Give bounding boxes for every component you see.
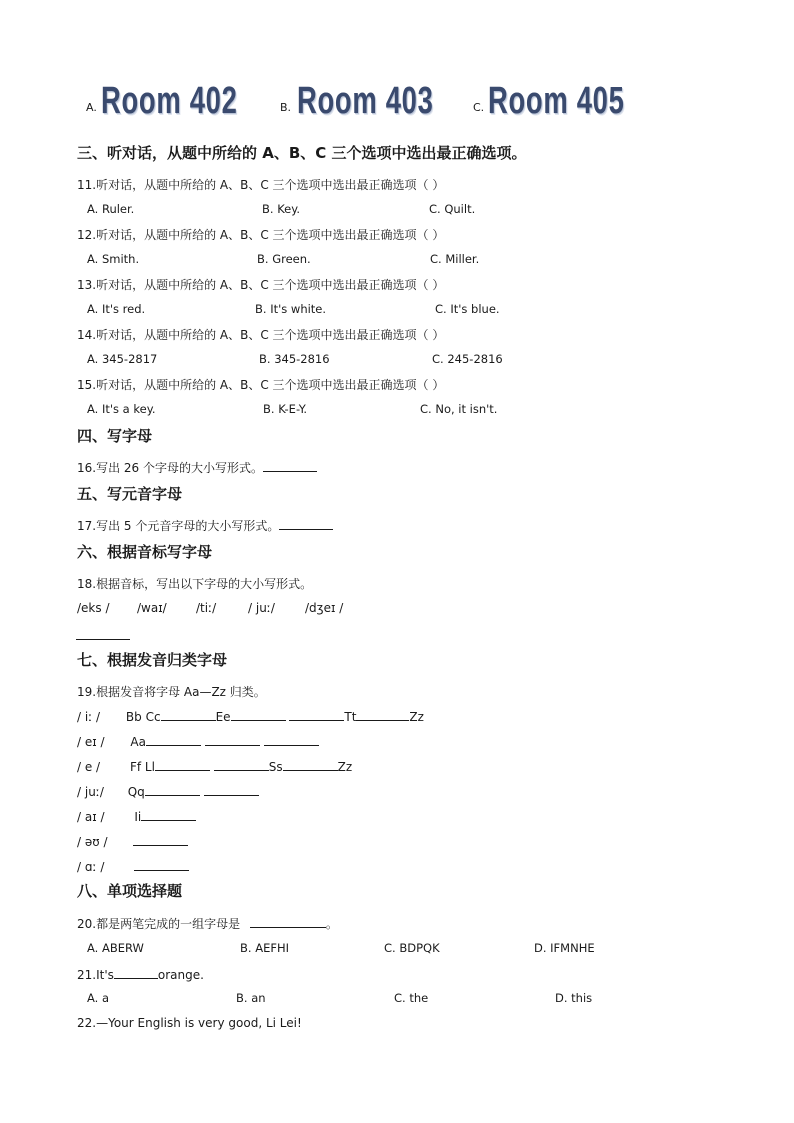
q11-option-b[interactable]: B. Key. bbox=[262, 202, 301, 216]
q21-option-d[interactable]: D. this bbox=[555, 991, 593, 1005]
q18-stem: 18.根据音标，写出以下字母的大小写形式。 bbox=[77, 577, 313, 591]
q20-option-d[interactable]: D. IFMNHE bbox=[534, 941, 595, 955]
q22-stem: 22.—Your English is very good, Li Lei! bbox=[77, 1016, 302, 1030]
q12-option-b[interactable]: B. Green. bbox=[257, 252, 311, 266]
q16-answer-blank[interactable] bbox=[263, 459, 317, 472]
q15-stem: 15.听对话，从题中所给的 A、B、C 三个选项中选出最正确选项（ ） bbox=[77, 378, 445, 392]
q15-option-c[interactable]: C. No, it isn't. bbox=[420, 402, 498, 416]
q19-row-ei-blank-3[interactable] bbox=[264, 733, 319, 746]
q19-row-e-blank-3[interactable] bbox=[283, 758, 338, 771]
section-4-title: 四、写字母 bbox=[77, 427, 153, 445]
q21-option-a[interactable]: A. a bbox=[87, 991, 110, 1005]
q19-row-ai bbox=[77, 808, 196, 824]
q12-stem: 12.听对话，从题中所给的 A、B、C 三个选项中选出最正确选项（ ） bbox=[77, 228, 445, 242]
q19-row-ee-letters-2: Ee bbox=[215, 710, 231, 724]
q19-row-ee-blank-3[interactable] bbox=[289, 708, 344, 721]
q18-phonetic-4: / juː/ bbox=[248, 601, 275, 615]
q19-row-ai-blank-1[interactable] bbox=[141, 808, 196, 821]
q18-phonetic-3: /tiː/ bbox=[196, 601, 217, 615]
q19-row-e-phonetic: / e / bbox=[77, 760, 101, 774]
q18-phonetic-2: /waɪ/ bbox=[137, 601, 167, 615]
q19-row-ei bbox=[77, 733, 319, 749]
section-5-title: 五、写元音字母 bbox=[77, 485, 183, 503]
q19-row-ee-letters-1: Bb Cc bbox=[125, 710, 161, 724]
option-c-label: C. bbox=[473, 101, 485, 114]
q19-row-ai-phonetic: / aɪ / bbox=[77, 810, 105, 824]
q17-answer-blank[interactable] bbox=[279, 517, 333, 530]
q20-option-b[interactable]: B. AEFHI bbox=[240, 941, 289, 955]
q14-stem: 14.听对话，从题中所给的 A、B、C 三个选项中选出最正确选项（ ） bbox=[77, 328, 445, 342]
q19-row-ee-phonetic: / iː / bbox=[77, 710, 101, 724]
q21-option-c[interactable]: C. the bbox=[394, 991, 429, 1005]
q12-option-c[interactable]: C. Miller. bbox=[430, 252, 480, 266]
q19-row-ei-blank-2[interactable] bbox=[205, 733, 260, 746]
q21-stem bbox=[77, 966, 204, 982]
section-7-title: 七、根据发音归类字母 bbox=[77, 651, 228, 669]
section-6-title: 六、根据音标写字母 bbox=[77, 543, 213, 561]
q11-stem: 11.听对话，从题中所给的 A、B、C 三个选项中选出最正确选项（ ） bbox=[77, 178, 445, 192]
q19-row-ee-blank-2[interactable] bbox=[231, 708, 286, 721]
q13-stem: 13.听对话，从题中所给的 A、B、C 三个选项中选出最正确选项（ ） bbox=[77, 278, 445, 292]
q19-row-e-blank-2[interactable] bbox=[214, 758, 269, 771]
q11-option-a[interactable]: A. Ruler. bbox=[87, 202, 135, 216]
q20-stem-end: 。 bbox=[325, 917, 338, 931]
q19-row-ju-letters: Qq bbox=[127, 785, 145, 799]
q19-row-a bbox=[77, 858, 189, 874]
q19-row-ee-blank-1[interactable] bbox=[161, 708, 216, 721]
q19-row-e-letters-2: Ss bbox=[268, 760, 283, 774]
q17-stem bbox=[77, 517, 333, 534]
q19-row-a-blank-1[interactable] bbox=[134, 858, 189, 871]
room-405-image: Room 405 bbox=[488, 80, 625, 122]
q18-answer-blank[interactable] bbox=[76, 627, 130, 640]
section-8-title: 八、单项选择题 bbox=[77, 882, 183, 900]
q19-row-ou-blank-1[interactable] bbox=[133, 833, 188, 846]
q17-stem-text: 17.写出 5 个元音字母的大小写形式。 bbox=[77, 519, 280, 533]
q13-option-b[interactable]: B. It's white. bbox=[255, 302, 327, 316]
q19-row-ou-phonetic: / əʊ / bbox=[77, 835, 108, 849]
q16-stem-text: 16.写出 26 个字母的大小写形式。 bbox=[77, 461, 263, 475]
q20-option-c[interactable]: C. BDPQK bbox=[384, 941, 440, 955]
q16-stem bbox=[77, 459, 317, 476]
q12-option-a[interactable]: A. Smith. bbox=[87, 252, 140, 266]
q19-row-e-letters-3: Zz bbox=[337, 760, 353, 774]
q18-phonetic-1: /eks / bbox=[77, 601, 110, 615]
q15-option-a[interactable]: A. It's a key. bbox=[87, 402, 156, 416]
q19-row-e-letters-1: Ff Ll bbox=[129, 760, 155, 774]
q19-stem: 19.根据发音将字母 Aa—Zz 归类。 bbox=[77, 685, 266, 699]
q21-stem-pre: 21.It's bbox=[77, 968, 114, 982]
room-403-image: Room 403 bbox=[297, 80, 434, 122]
q19-row-ei-phonetic: / eɪ / bbox=[77, 735, 105, 749]
q19-row-e bbox=[77, 758, 352, 774]
q13-option-c[interactable]: C. It's blue. bbox=[435, 302, 500, 316]
q20-stem bbox=[77, 915, 338, 932]
section-3-title: 三、听对话，从题中所给的 A、B、C 三个选项中选出最正确选项。 bbox=[77, 144, 527, 162]
q20-stem-text: 20.都是两笔完成的一组字母是 bbox=[77, 917, 241, 931]
q20-option-a[interactable]: A. ABERW bbox=[87, 941, 144, 955]
q19-row-a-phonetic: / ɑː / bbox=[77, 860, 105, 874]
q19-row-ei-blank-1[interactable] bbox=[146, 733, 201, 746]
q20-answer-blank[interactable] bbox=[250, 915, 326, 928]
q19-row-ee-letters-4: Zz bbox=[409, 710, 424, 724]
q21-option-b[interactable]: B. an bbox=[236, 991, 266, 1005]
q14-option-b[interactable]: B. 345-2816 bbox=[259, 352, 330, 366]
q19-row-ju bbox=[77, 783, 259, 799]
q19-row-e-blank-1[interactable] bbox=[155, 758, 210, 771]
q21-stem-post: orange. bbox=[157, 968, 204, 982]
option-b-label: B. bbox=[280, 101, 292, 114]
q18-phonetic-5: /dʒeɪ / bbox=[305, 601, 344, 615]
q19-row-ei-letters: Aa bbox=[130, 735, 146, 749]
q15-option-b[interactable]: B. K-E-Y. bbox=[263, 402, 308, 416]
q14-option-c[interactable]: C. 245-2816 bbox=[432, 352, 503, 366]
option-a-label: A. bbox=[86, 101, 97, 114]
q19-row-ee-letters-3: Tt bbox=[344, 710, 357, 724]
q19-row-ou bbox=[77, 833, 188, 849]
q11-option-c[interactable]: C. Quilt. bbox=[429, 202, 476, 216]
q19-row-ai-letters: Ii bbox=[134, 810, 142, 824]
q19-row-ee-blank-4[interactable] bbox=[356, 708, 409, 721]
q21-answer-blank[interactable] bbox=[114, 966, 158, 979]
q19-row-ju-blank-2[interactable] bbox=[204, 783, 259, 796]
q19-row-ju-phonetic: / juː/ bbox=[77, 785, 104, 799]
q19-row-ju-blank-1[interactable] bbox=[145, 783, 200, 796]
q13-option-a[interactable]: A. It's red. bbox=[87, 302, 146, 316]
q14-option-a[interactable]: A. 345-2817 bbox=[87, 352, 158, 366]
room-402-image: Room 402 bbox=[101, 80, 238, 122]
q19-row-ee bbox=[77, 708, 424, 724]
